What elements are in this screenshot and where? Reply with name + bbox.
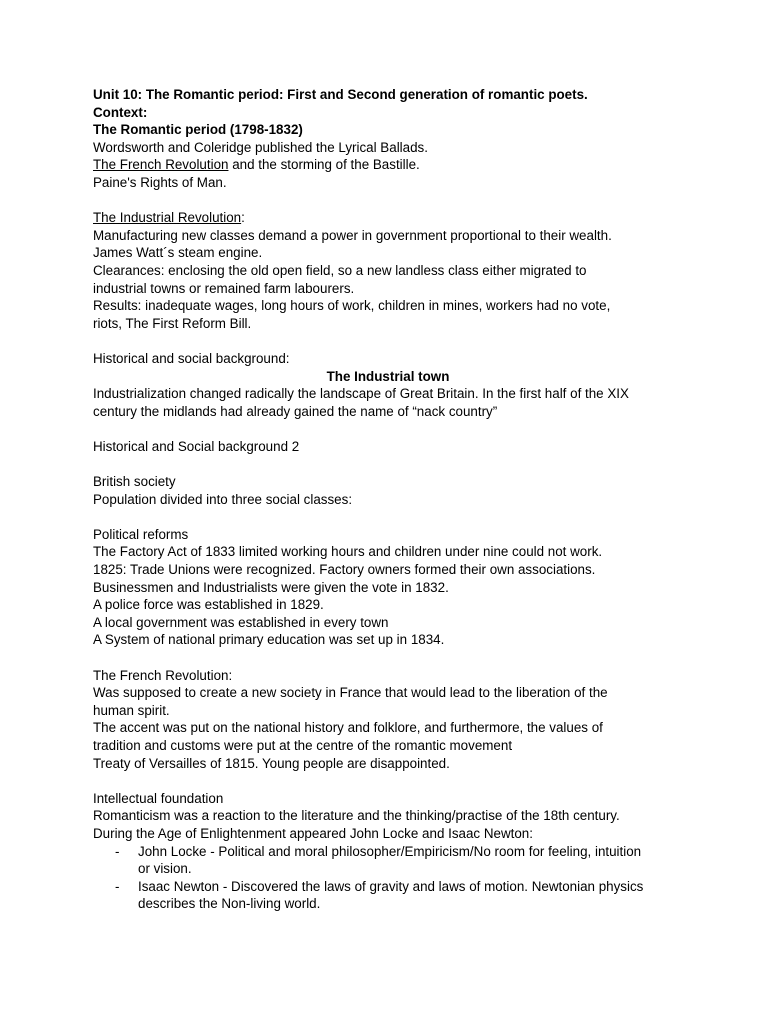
section-heading: Historical and Social background 2 — [93, 438, 300, 454]
text-line — [93, 156, 683, 174]
text-line: The accent was put on the national history and folklore, and furthermore, the values of — [93, 720, 603, 736]
section-heading — [93, 209, 683, 227]
bullet-text — [138, 878, 683, 913]
text-line: Wordsworth and Coleridge published the Lyrical Ballads. — [93, 139, 428, 155]
context-heading: Context: — [93, 104, 148, 120]
text-line: Paine's Rights of Man. — [93, 174, 227, 190]
unit-title: Unit 10: The Romantic period: First and Second generation of romantic poets. — [93, 87, 588, 102]
text-line: Manufacturing new classes demand a power in government proportional to their wealth. — [93, 227, 612, 243]
spacer — [93, 508, 683, 526]
text-line: riots, The First Reform Bill. — [93, 315, 252, 331]
spacer — [93, 649, 683, 667]
section-heading: Historical and social background: — [93, 350, 290, 366]
spacer — [93, 332, 683, 350]
text-line: A police force was established in 1829. — [93, 597, 324, 613]
section-heading: Political reforms — [93, 526, 189, 542]
text-line: Industrialization changed radically the landscape of Great Britain. In the first half of the XIX — [93, 386, 629, 402]
text-line: human spirit. — [93, 702, 170, 718]
text-line: century the midlands had already gained the name of “nack country” — [93, 403, 498, 419]
bullet-marker: - — [115, 878, 120, 894]
text-line: James Watt´s steam engine. — [93, 245, 263, 261]
industrial-revolution-heading: The Industrial Revolution — [93, 210, 242, 226]
text-line: Results: inadequate wages, long hours of work, children in mines, workers had no vote, — [93, 298, 611, 314]
bullet-text — [138, 843, 683, 878]
text-line: tradition and customs were put at the centre of the romantic movement — [93, 737, 513, 753]
bullet-item — [93, 878, 683, 913]
text-line: Population divided into three social classes: — [93, 491, 353, 507]
bullet-marker: - — [115, 843, 120, 859]
text-line: During the Age of Enlightenment appeared John Locke and Isaac Newton: — [93, 825, 533, 841]
text-line: A System of national primary education was set up in 1834. — [93, 632, 445, 648]
text-line: The Factory Act of 1833 limited working hours and children under nine could not work. — [93, 544, 603, 560]
bullet-item — [93, 843, 683, 878]
bullet-line: John Locke - Political and moral philosopher/Empiricism/No room for feeling, intuition — [138, 843, 642, 859]
text-line: Businessmen and Industrialists were given the vote in 1832. — [93, 579, 449, 595]
bullet-line: describes the Non-living world. — [138, 896, 321, 912]
spacer — [93, 192, 683, 210]
text-line: Was supposed to create a new society in France that would lead to the liberation of the — [93, 685, 608, 701]
french-revolution-link-text: The French Revolution — [93, 157, 229, 173]
document-page — [93, 86, 683, 913]
spacer — [93, 772, 683, 790]
section-heading: Intellectual foundation — [93, 790, 224, 806]
bullet-line: Isaac Newton - Discovered the laws of gravity and laws of motion. Newtonian physics — [138, 878, 644, 894]
spacer — [93, 420, 683, 438]
text-line: Romanticism was a reaction to the literature and the thinking/practise of the 18th century. — [93, 808, 620, 824]
text-fragment: and the storming of the Bastille. — [228, 157, 420, 173]
text-line: Treaty of Versailles of 1815. Young people are disappointed. — [93, 755, 450, 771]
heading-colon: : — [241, 210, 245, 226]
period-heading: The Romantic period (1798-1832) — [93, 122, 303, 138]
text-line: A local government was established in every town — [93, 614, 389, 630]
text-line: Clearances: enclosing the old open field, so a new landless class either migrated to — [93, 262, 587, 278]
industrial-town-heading: The Industrial town — [326, 368, 450, 384]
section-heading: British society — [93, 474, 176, 490]
text-line: 1825: Trade Unions were recognized. Factory owners formed their own associations. — [93, 562, 596, 578]
section-heading: The French Revolution: — [93, 667, 233, 683]
spacer — [93, 455, 683, 473]
text-line: industrial towns or remained farm labourers. — [93, 280, 355, 296]
bullet-line: or vision. — [138, 861, 192, 877]
